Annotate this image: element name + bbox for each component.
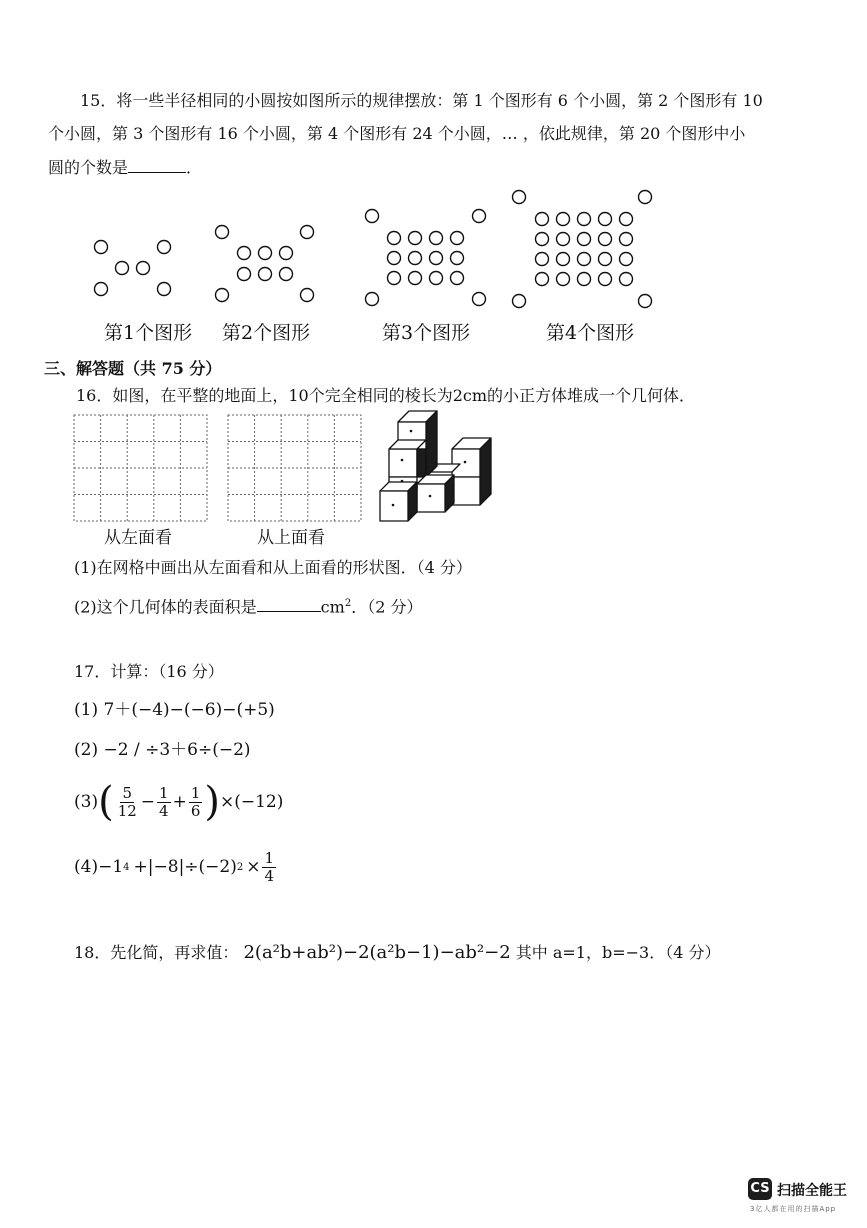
view-grids bbox=[0, 0, 867, 540]
top-view-label: 从上面看 bbox=[257, 528, 325, 548]
part-label: (4) bbox=[74, 857, 99, 877]
part-label: (3) bbox=[74, 792, 99, 812]
expression: 7＋(−4)−(−6)−(+5) bbox=[103, 700, 275, 720]
figure-1-caption: 第1个图形 bbox=[104, 322, 193, 344]
fraction-5-12: $\frac{5}{12}$ bbox=[117, 783, 137, 820]
close-paren-icon: ) bbox=[204, 779, 220, 825]
scanner-app-tagline: 3亿人都在用的扫描App bbox=[750, 1205, 837, 1213]
left-view-grid bbox=[74, 415, 207, 521]
unit-exponent: 2 bbox=[344, 598, 352, 609]
q16-part-2-end: ．（2 分） bbox=[351, 597, 423, 617]
exponent-b: 2 bbox=[236, 861, 244, 873]
fraction-1-4: $\frac{1}{4}$ bbox=[264, 848, 275, 885]
q18-condition: 其中 a=1，b=−3．（4 分） bbox=[515, 943, 721, 962]
plus-sign: + bbox=[172, 792, 187, 812]
fraction-1-4: $\frac{1}{4}$ bbox=[159, 783, 169, 820]
q15-line-1: 15．将一些半径相同的小圆按如图所示的规律摆放：第 1 个图形有 6 个小圆，第 2 个图形有 10 bbox=[80, 91, 763, 110]
expression: −2 / ÷3＋6÷(−2) bbox=[103, 740, 251, 760]
q18-expression: 2(a²b+ab²)−2(a²b−1)−ab²−2 bbox=[243, 942, 511, 963]
q16-stem: 16．如图，在平整的地面上，10个完全相同的棱长为2cm的小正方体堆成一个几何体． bbox=[76, 386, 696, 405]
figure-4-caption: 第4个图形 bbox=[546, 322, 635, 344]
expression-tail: ×(−12) bbox=[220, 792, 284, 812]
q17-stem: 17．计算：（16 分） bbox=[74, 662, 224, 681]
scanner-app-name: 扫描全能王 bbox=[777, 1183, 847, 1199]
q15-line-2: 个小圆，第 3 个图形有 16 个小圆，第 4 个图形有 24 个小圆，… ，依此规律，第 20 个图形中小 bbox=[48, 124, 746, 143]
part-label: (2) bbox=[74, 740, 99, 760]
q15-line-3-end: ． bbox=[186, 158, 203, 177]
unit-cm: cm bbox=[320, 597, 345, 617]
q16-part-2-text: (2)这个几何体的表面积是 bbox=[74, 597, 257, 617]
exponent-a: 4 bbox=[123, 861, 130, 873]
q16-part-2 bbox=[74, 589, 422, 622]
q18-label: 18．先化简，再求值： bbox=[74, 943, 239, 962]
minus-sign: − bbox=[140, 792, 156, 812]
surface-area-blank bbox=[257, 593, 321, 612]
open-paren-icon: ( bbox=[98, 779, 114, 825]
term-b: +|−8|÷(−2) bbox=[133, 857, 237, 877]
q17-part-1 bbox=[74, 697, 275, 723]
q18-line bbox=[74, 938, 720, 968]
times-sign: × bbox=[246, 857, 261, 877]
top-view-grid bbox=[228, 415, 361, 521]
left-view-label: 从左面看 bbox=[104, 528, 172, 548]
q17-part-3 bbox=[74, 779, 283, 825]
section-title: 三、解答题（共 75 分） bbox=[44, 359, 222, 378]
term-a: −1 bbox=[98, 857, 124, 877]
q16-part-1: (1)在网格中画出从左面看和从上面看的形状图．（4 分） bbox=[74, 558, 472, 577]
q15-line-3-text: 圆的个数是 bbox=[48, 158, 129, 177]
cube-stack-figure bbox=[380, 411, 491, 521]
q17-part-4 bbox=[74, 845, 278, 889]
figure-3-caption: 第3个图形 bbox=[382, 322, 471, 344]
q17-part-2 bbox=[74, 737, 251, 763]
camscanner-logo-icon: CS bbox=[748, 1178, 772, 1200]
fraction-1-6: $\frac{1}{6}$ bbox=[190, 783, 201, 820]
part-label: (1) bbox=[74, 700, 99, 720]
figure-2-caption: 第2个图形 bbox=[222, 322, 311, 344]
